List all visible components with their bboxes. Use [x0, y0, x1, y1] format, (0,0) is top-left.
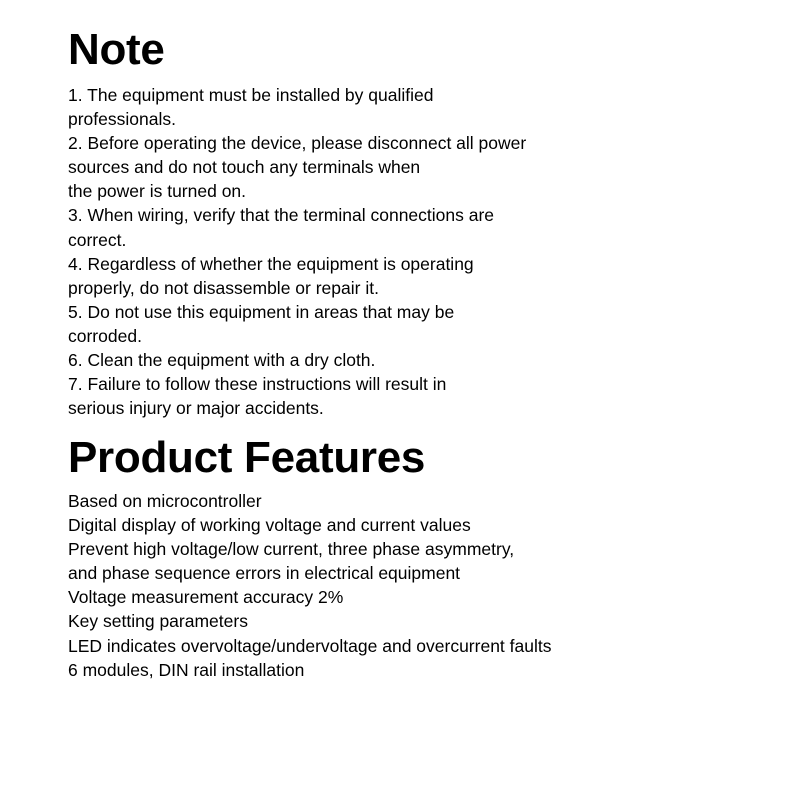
note-line: 4. Regardless of whether the equipment is operating: [68, 253, 474, 274]
feature-line: 6 modules, DIN rail installation: [68, 659, 305, 680]
note-line: sources and do not touch any terminals when: [68, 157, 421, 178]
feature-line: Based on microcontroller: [68, 491, 262, 511]
feature-line: Key setting parameters: [68, 611, 248, 632]
note-line: correct.: [68, 229, 127, 250]
note-line: 5. Do not use this equipment in areas that may be: [68, 301, 455, 322]
feature-line: Voltage measurement accuracy 2%: [68, 587, 344, 608]
note-line: 6. Clean the equipment with a dry cloth.: [68, 350, 376, 371]
note-heading: Note: [68, 25, 165, 74]
note-line: properly, do not disassemble or repair it.: [68, 277, 379, 298]
note-line: 2. Before operating the device, please disconnect all power: [68, 133, 527, 154]
feature-line: LED indicates overvoltage/undervoltage and overcurrent faults: [68, 635, 552, 656]
feature-line: and phase sequence errors in electrical equipment: [68, 563, 461, 584]
note-line: 7. Failure to follow these instructions will result in: [68, 374, 447, 395]
note-line: 3. When wiring, verify that the terminal connections are: [68, 205, 495, 226]
product-features-heading: Product Features: [68, 433, 426, 482]
note-line: 1. The equipment must be installed by qualified: [68, 85, 434, 105]
note-line: the power is turned on.: [68, 181, 247, 202]
feature-line: Prevent high voltage/low current, three phase asymmetry,: [68, 539, 515, 560]
feature-line: Digital display of working voltage and current values: [68, 515, 471, 536]
note-body: [68, 83, 526, 420]
product-features-body: [68, 489, 551, 682]
note-line: professionals.: [68, 109, 176, 130]
note-line: corroded.: [68, 325, 142, 346]
note-line: serious injury or major accidents.: [68, 398, 324, 419]
